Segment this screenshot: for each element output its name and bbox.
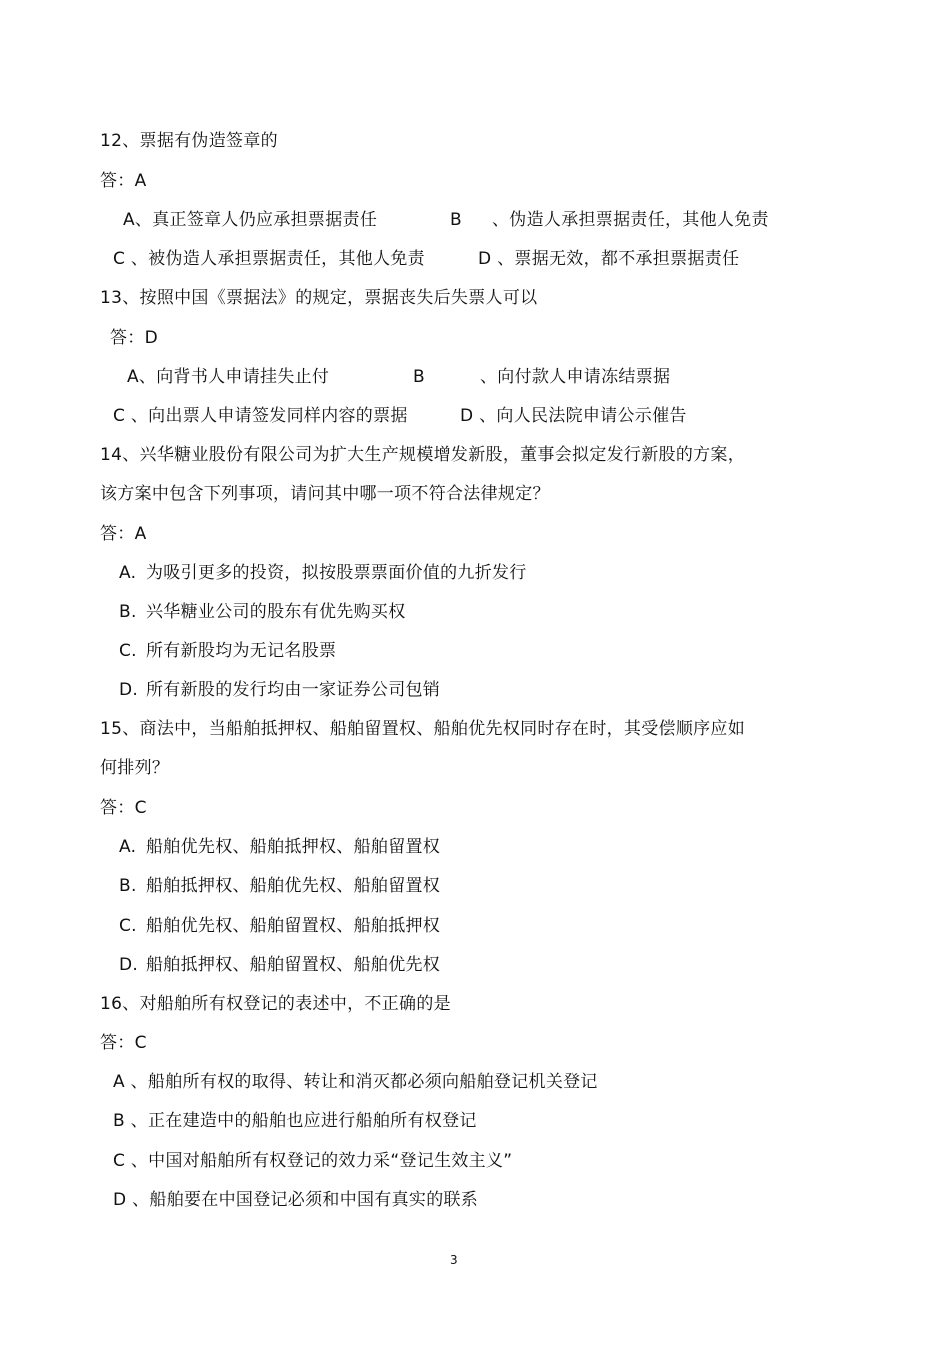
question-15-option-c-text: 船舶优先权、船舶留置权、船舶抵押权 xyxy=(146,916,441,936)
question-13-option-a: A、向背书人申请挂失止付 xyxy=(127,367,330,387)
question-14-option-b-letter: B. xyxy=(119,602,137,622)
question-15-option-c-letter: C. xyxy=(119,916,137,936)
question-14-option-c-letter: C. xyxy=(119,641,137,661)
question-14-option-b-text: 兴华糖业公司的股东有优先购买权 xyxy=(146,602,406,622)
question-14-option-d-text: 所有新股的发行均由一家证券公司包销 xyxy=(146,680,441,700)
question-14-option-d-letter: D. xyxy=(119,680,139,700)
question-16-option-b: B 、正在建造中的船舶也应进行船舶所有权登记 xyxy=(113,1111,477,1131)
question-15-option-d-letter: D. xyxy=(119,955,139,975)
question-12-option-a: A、真正签章人仍应承担票据责任 xyxy=(123,210,378,230)
question-12-option-b-letter: B xyxy=(450,210,462,230)
question-14-text-line-2: 该方案中包含下列事项，请问其中哪一项不符合法律规定？ xyxy=(100,484,550,504)
question-12-text: 12、票据有伪造签章的 xyxy=(100,131,278,151)
question-13-answer: 答：D xyxy=(110,328,158,348)
question-16-option-d: D 、船舶要在中国登记必须和中国有真实的联系 xyxy=(113,1190,479,1210)
question-13-option-c: C 、向出票人申请签发同样内容的票据 xyxy=(113,406,408,426)
question-12-option-c: C 、被伪造人承担票据责任，其他人免责 xyxy=(113,249,425,269)
question-15-option-d-text: 船舶抵押权、船舶留置权、船舶优先权 xyxy=(146,955,441,975)
question-15-text-line-1: 15、商法中，当船舶抵押权、船舶留置权、船舶优先权同时存在时，其受偿顺序应如 xyxy=(100,719,746,739)
question-14-option-a-letter: A. xyxy=(119,563,137,583)
question-12-option-d: D 、票据无效，都不承担票据责任 xyxy=(478,249,740,269)
question-16-option-a: A 、船舶所有权的取得、转让和消灭都必须向船舶登记机关登记 xyxy=(113,1072,598,1092)
question-12-answer: 答：A xyxy=(100,171,147,191)
question-14-answer: 答：A xyxy=(100,524,147,544)
question-12-option-b-text: 、伪造人承担票据责任，其他人免责 xyxy=(492,210,769,230)
question-14-option-a-text: 为吸引更多的投资，拟按股票票面价值的九折发行 xyxy=(146,563,527,583)
question-15-answer: 答：C xyxy=(100,798,147,818)
question-16-text: 16、对船舶所有权登记的表述中，不正确的是 xyxy=(100,994,451,1014)
question-15-option-b-text: 船舶抵押权、船舶优先权、船舶留置权 xyxy=(146,876,441,896)
question-14-option-c-text: 所有新股均为无记名股票 xyxy=(146,641,337,661)
question-13-text: 13、按照中国《票据法》的规定，票据丧失后失票人可以 xyxy=(100,288,538,308)
question-13-option-b-letter: B xyxy=(413,367,425,387)
question-15-option-a-letter: A. xyxy=(119,837,137,857)
question-13-option-b-text: 、向付款人申请冻结票据 xyxy=(480,367,671,387)
question-14-text-line-1: 14、兴华糖业股份有限公司为扩大生产规模增发新股，董事会拟定发行新股的方案， xyxy=(100,445,746,465)
page-number: 3 xyxy=(450,1253,458,1267)
question-15-option-b-letter: B. xyxy=(119,876,137,896)
question-15-text-line-2: 何排列？ xyxy=(100,758,170,778)
question-16-answer: 答：C xyxy=(100,1033,147,1053)
question-13-option-d: D 、向人民法院申请公示催告 xyxy=(460,406,687,426)
question-15-option-a-text: 船舶优先权、船舶抵押权、船舶留置权 xyxy=(146,837,441,857)
question-16-option-c: C 、中国对船舶所有权登记的效力采“登记生效主义” xyxy=(113,1151,513,1171)
